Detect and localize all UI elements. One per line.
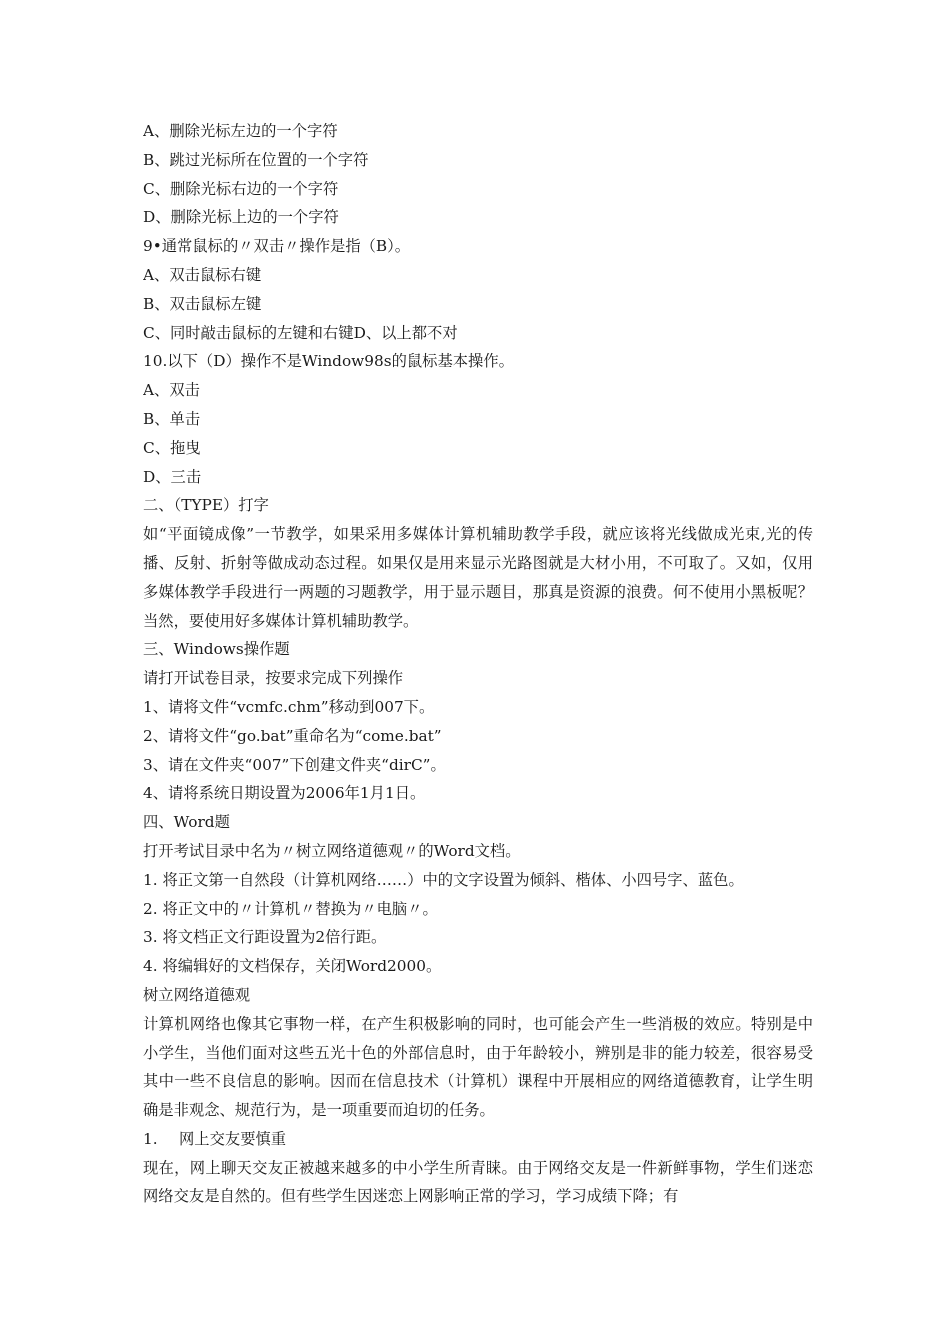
q9-option-c: C、同时敲击鼠标的左键和右键D、以上都不对 [143, 323, 458, 342]
q9-option-b: B、双击鼠标左键 [143, 294, 262, 313]
article-subheading-text: 网上交友要慎重 [179, 1129, 287, 1148]
article-paragraph-2: 现在，网上聊天交友正被越来越多的中小学生所青睐。由于网络交友是一件新鲜事物，学生们迷恋网络交友是自然的。但有些学生因迷恋上网影响正常的学习，学习成绩下降；有 [143, 1158, 813, 1206]
q10-option-a: A、双击 [143, 381, 200, 400]
q10-option-d: D、三击 [143, 467, 202, 486]
q8-option-b: B、跳过光标所在位置的一个字符 [143, 150, 369, 169]
section3-item-2: 2、请将文件“go.bat”重命名为“come.bat” [143, 726, 442, 745]
article-subheading-number: 1. [143, 1129, 158, 1148]
section3-item-3: 3、请在文件夹“007”下创建文件夹“dirC”。 [143, 755, 446, 774]
section4-heading: 四、Word题 [143, 813, 230, 832]
section3-item-4: 4、请将系统日期设置为2006年1月1日。 [143, 784, 426, 803]
section3-intro: 请打开试卷目录，按要求完成下列操作 [143, 669, 404, 688]
section3-heading: 三、Windows操作题 [143, 640, 290, 659]
article-title: 树立网络道德观 [143, 985, 251, 1004]
section4-intro: 打开考试目录中名为〃树立网络道德观〃的Word文档。 [143, 841, 521, 860]
section4-item-1: 1. 将正文第一自然段（计算机网络……）中的文字设置为倾斜、楷体、小四号字、蓝色。 [143, 870, 744, 889]
q10-question: 10.以下（D）操作不是Window98s的鼠标基本操作。 [143, 352, 514, 371]
q9-question: 9•通常鼠标的〃双击〃操作是指（B）。 [143, 237, 411, 256]
q10-option-c: C、拖曳 [143, 438, 201, 457]
article-paragraph-1: 计算机网络也像其它事物一样，在产生积极影响的同时，也可能会产生一些消极的效应。特别是中小学生，当他们面对这些五光十色的外部信息时，由于年龄较小，辨别是非的能力较差，很容易受其中一些不良信息的影响。因而在信息技术（计算机）课程中开展相应的网络道德教育，让学生明确是非观念、规范行为，是一项重要而迫切的任务。 [143, 1014, 813, 1120]
q9-option-a: A、双击鼠标右键 [143, 265, 262, 284]
section4-item-2: 2. 将正文中的〃计算机〃替换为〃电脑〃。 [143, 899, 438, 918]
q8-option-c: C、删除光标右边的一个字符 [143, 179, 339, 198]
q8-option-a: A、删除光标左边的一个字符 [143, 122, 338, 140]
document-page [143, 117, 813, 1211]
section3-item-1: 1、请将文件“vcmfc.chm”移动到007下。 [143, 697, 435, 716]
article-subheading [143, 1125, 813, 1154]
section4-item-3: 3. 将文档正文行距设置为2倍行距。 [143, 928, 387, 947]
q8-option-d: D、删除光标上边的一个字符 [143, 208, 339, 227]
section4-item-4: 4. 将编辑好的文档保存，关闭Word2000。 [143, 957, 442, 976]
section2-heading: 二、（TYPE）打字 [143, 496, 269, 515]
q10-option-b: B、单击 [143, 409, 201, 428]
section2-paragraph: 如“平面镜成像”一节教学，如果采用多媒体计算机辅助教学手段，就应该将光线做成光束,光的传播、反射、折射等做成动态过程。如果仅是用来显示光路图就是大材小用，不可取了。又如，仅用多媒体教学手段进行一两题的习题教学，用于显示题目，那真是资源的浪费。何不使用小黑板呢？当然，要使用好多媒体计算机辅助教学。 [143, 525, 813, 630]
